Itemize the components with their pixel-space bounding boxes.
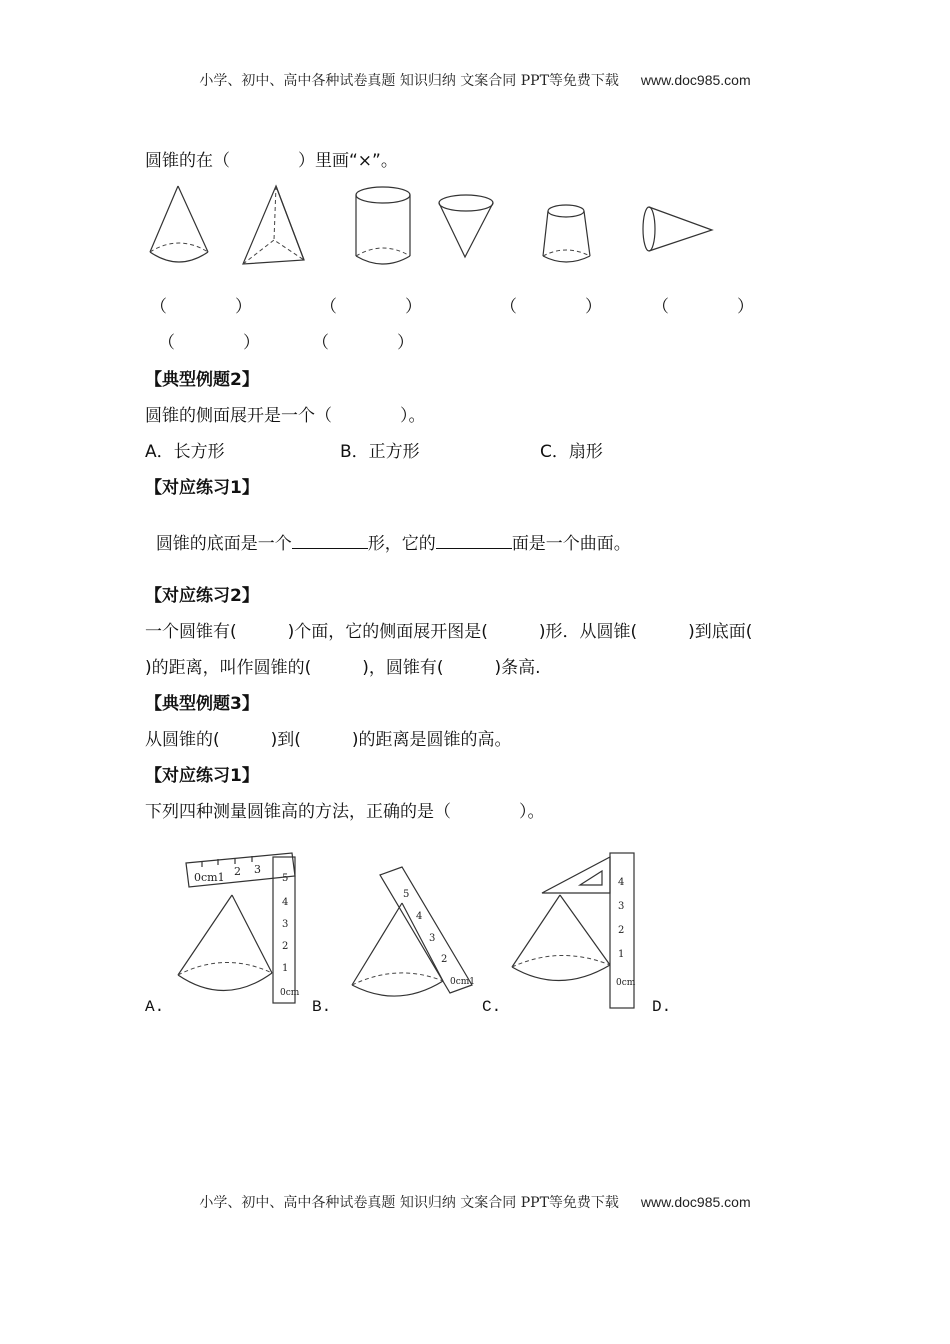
header-text: 小学、初中、高中各种试卷真题 知识归纳 文案合同 PPT等免费下载 [199,73,619,89]
shape-frustum [543,205,590,262]
shape-sideways-cone [643,207,712,251]
ex2-option-a[interactable]: A．长方形 [145,442,225,462]
q1-prompt: 圆锥的在（ ）里画“×”。 [145,151,398,171]
p3-option-b[interactable]: B. [312,998,332,1016]
ruler-a-side-5: 0cm [280,988,300,998]
p1-part3: 面是一个曲面。 [511,534,631,554]
p1-title: 【对应练习1】 [145,478,259,498]
q1-shapes [140,180,740,280]
ex2-option-b[interactable]: B．正方形 [340,442,420,462]
p3-question: 下列四种测量圆锥高的方法，正确的是（ ）。 [145,802,545,822]
ruler-c-side-2: 2 [618,925,625,936]
p2-line1: 一个圆锥有( )个面，它的侧面展开图是( )形．从圆锥( )到底面( [145,622,753,642]
ex2-title: 【典型例题2】 [145,370,259,390]
ruler-c-side-3: 1 [618,949,625,960]
p2-line2: )的距离，叫作圆锥的( )，圆锥有( )条高. [145,658,541,678]
ex2-option-c[interactable]: C．扇形 [540,442,603,462]
q1-paren-5[interactable]: （ ） [158,333,260,353]
ruler-a-side-4: 1 [282,963,289,974]
ruler-a-side-1: 4 [282,897,289,908]
footer-site[interactable]: www.doc985.com [640,1194,751,1210]
ruler-c-side-0: 4 [618,877,625,888]
q1-paren-2[interactable]: （ ） [320,297,422,317]
ruler-b-side-1: 4 [416,911,423,922]
q1-paren-1[interactable]: （ ） [150,297,252,317]
p2-title: 【对应练习2】 [145,586,259,606]
figure-b [352,867,475,996]
figure-a [178,853,300,1003]
measure-figures [140,845,680,1015]
footer-text: 小学、初中、高中各种试卷真题 知识归纳 文案合同 PPT等免费下载 [199,1195,619,1211]
q1-paren-4[interactable]: （ ） [652,297,754,317]
p1-blank-1[interactable] [292,533,368,549]
p3-title: 【对应练习1】 [145,766,259,786]
ruler-b-side-0: 5 [403,889,410,900]
ruler-c-side-4: 0cm [616,978,636,988]
ex3-title: 【典型例题3】 [145,694,259,714]
ruler-a-top-1: 2 [234,865,241,878]
q1-paren-6[interactable]: （ ） [312,333,414,353]
ruler-b-side-2: 3 [429,933,436,944]
header-site[interactable]: www.doc985.com [640,72,751,88]
ruler-b-side-3: 2 [441,954,448,965]
ruler-b-side-4: 0cm1 [450,977,476,987]
ruler-a-side-2: 3 [282,919,289,930]
p3-option-a[interactable]: A. [145,998,165,1016]
q1-paren-3[interactable]: （ ） [500,297,602,317]
ex2-question: 圆锥的侧面展开是一个（ ）。 [145,406,426,426]
ruler-a-top-2: 3 [254,863,261,876]
shape-cylinder [356,187,410,264]
shape-cone [150,186,208,262]
page-footer [0,1192,950,1212]
ruler-c-side-1: 3 [618,901,625,912]
shape-inverted-cone [439,195,493,257]
p3-option-d[interactable]: D. [652,998,672,1016]
figure-c [512,853,636,1008]
ruler-a-side-0: 5 [282,873,289,884]
shape-tetrahedron [243,186,304,264]
p1-blank-2[interactable] [436,533,512,549]
ruler-a-top-0: 0cm1 [194,871,225,884]
p3-option-c[interactable]: C. [482,998,502,1016]
p1-question [145,509,631,554]
ex3-question: 从圆锥的( )到( )的距离是圆锥的高。 [145,730,512,750]
ruler-a-side-3: 2 [282,941,289,952]
p1-part1: 圆锥的底面是一个 [155,534,292,554]
page-header [0,70,950,90]
p1-part2: 形，它的 [367,534,436,554]
